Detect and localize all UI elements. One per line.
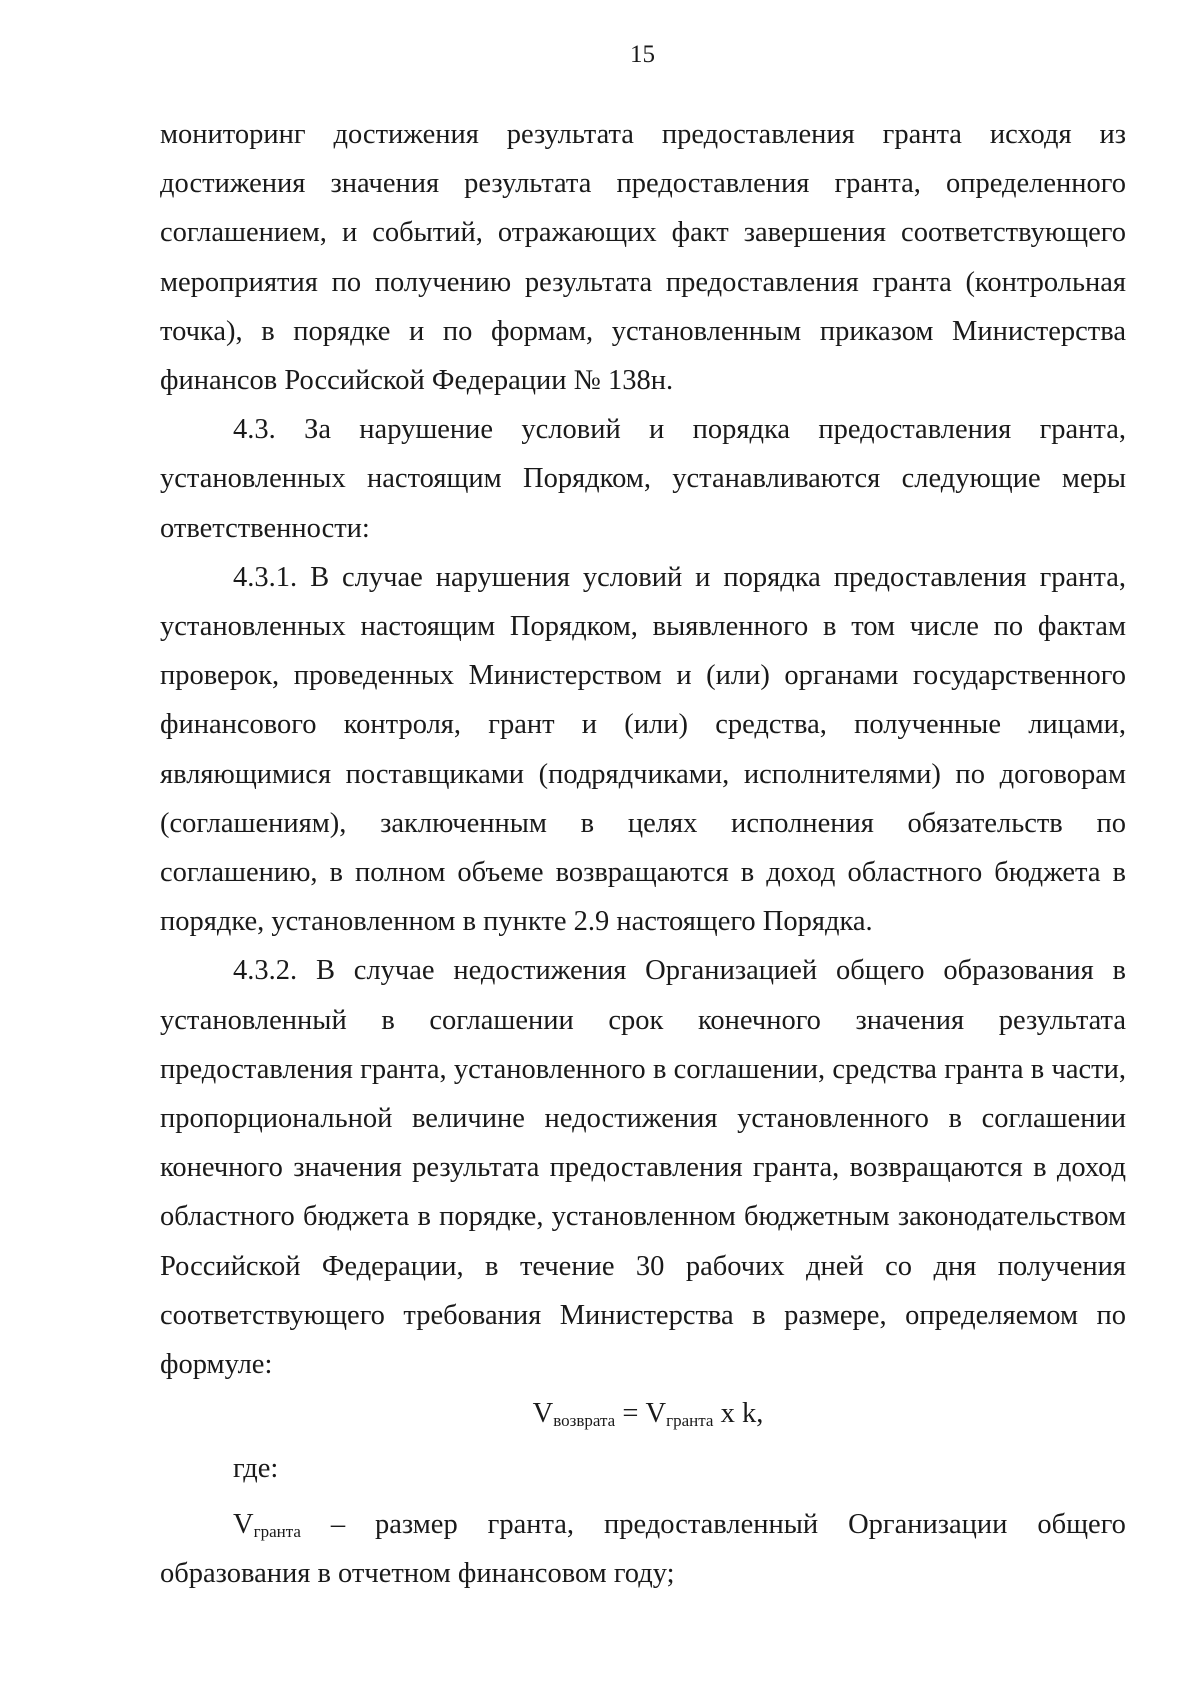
paragraph-4-3-1: 4.3.1. В случае нарушения условий и порядка предоставления гранта, установленных настоящим Порядком, выявленного в том числе по фактам проверок, проведенных Министерством и (или) органами государственного финансового контроля, грант и (или) средства, полученные лицами, являющимися поставщиками (подрядчиками, исполнителями) по договорам (соглашениям), заключенным в целях исполнения обязательств по соглашению, в полном объеме возвращаются в доход областного бюджета в порядке, установленном в пункте 2.9 настоящего Порядка.	[160, 561, 1126, 938]
page-number: 15	[630, 41, 655, 68]
formula-sub-return: возврата	[553, 1411, 616, 1431]
paragraph-monitoring: мониторинг достижения результата предоставления гранта исходя из достижения значения результата предоставления гранта, определенного соглашением, и событий, отражающих факт завершения соответствующего мероприятия по получению результата предоставления гранта (контрольная точка), в порядке и по формам, установленным приказом Министерства финансов Российской Федерации № 138н.	[160, 119, 1126, 397]
formula	[160, 1389, 1126, 1438]
where-label: где:	[233, 1453, 279, 1485]
definition-continuation: образования в отчетном финансовом году;	[160, 1557, 675, 1589]
definition-symbol: $V_{гранта}$	[233, 1508, 301, 1541]
formula-v-return: V	[532, 1398, 554, 1430]
definition-word: гранта,	[487, 1508, 575, 1540]
definition-word: общего	[1037, 1508, 1126, 1540]
formula-v-grant: V	[645, 1398, 667, 1430]
definition-word: размер	[375, 1508, 458, 1540]
definition-line	[160, 1500, 1126, 1549]
formula-tail: x k,	[713, 1398, 764, 1430]
definition-word: предоставленный	[603, 1508, 819, 1540]
definition-word: Организации	[848, 1508, 1008, 1540]
paragraph-4-3-2: 4.3.2. В случае недостижения Организацией общего образования в установленный в соглашении срок конечного значения результата предоставления гранта, установленного в соглашении, средства гранта в части, пропорциональной величине недостижения установленного в соглашении конечного значения результата предоставления гранта, возвращаются в доход областного бюджета в порядке, установленном бюджетным законодательством Российской Федерации, в течение 30 рабочих дней со дня получения соответствующего требования Министерства в размере, определяемом по формуле:	[160, 955, 1126, 1381]
definition-dash: –	[330, 1508, 346, 1540]
formula-equals: =	[615, 1398, 646, 1430]
formula-sub-grant: гранта	[666, 1411, 714, 1431]
document-body	[160, 110, 1126, 1598]
paragraph-4-3: 4.3. За нарушение условий и порядка предоставления гранта, установленных настоящим Порядком, устанавливаются следующие меры ответственности:	[160, 414, 1126, 544]
